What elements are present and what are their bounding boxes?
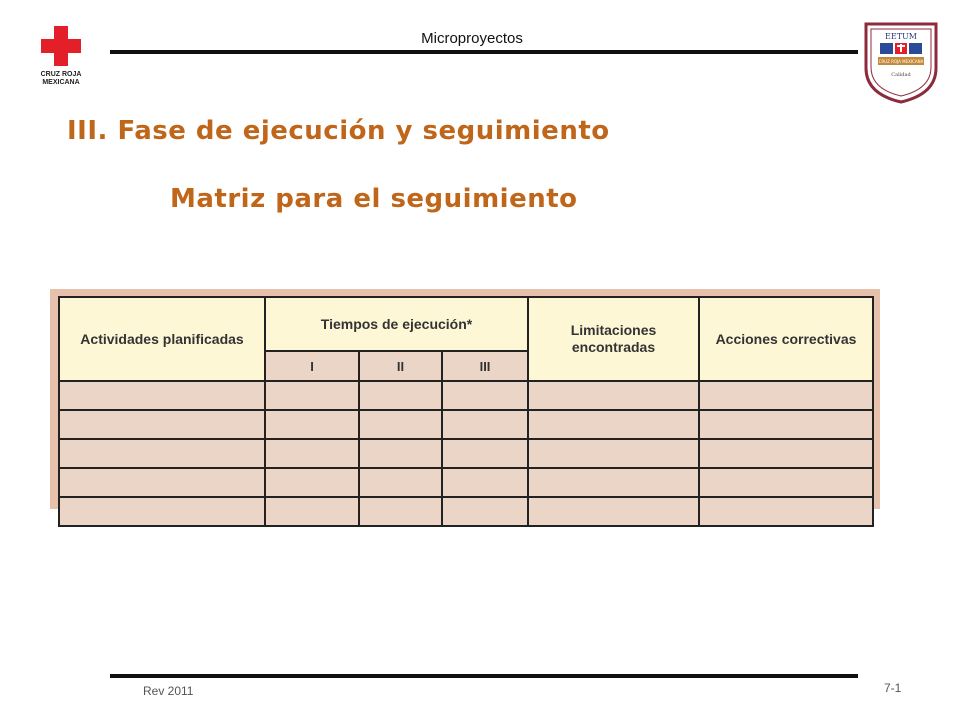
table-cell — [359, 410, 442, 439]
table-cell — [265, 497, 359, 526]
table-cell — [442, 439, 528, 468]
cruz-roja-logo — [32, 22, 96, 94]
table-cell — [699, 381, 873, 410]
table-cell — [528, 468, 699, 497]
table-cell — [442, 381, 528, 410]
table-cell — [265, 381, 359, 410]
revision-label: Rev 2011 — [143, 684, 194, 698]
table-cell — [528, 439, 699, 468]
column-header: Acciones correctivas — [699, 297, 873, 381]
table-cell — [359, 381, 442, 410]
column-header: Actividades planificadas — [59, 297, 265, 381]
period-header: I — [265, 351, 359, 381]
slide-subtitle: Matriz para el seguimiento — [170, 184, 578, 214]
table-cell — [265, 410, 359, 439]
cruz-roja-logo-text: CRUZ ROJA MEXICANA — [40, 71, 82, 86]
table-cell — [442, 410, 528, 439]
table-row — [59, 381, 873, 410]
table-row — [59, 410, 873, 439]
table-cell — [442, 468, 528, 497]
table-row — [59, 468, 873, 497]
table-cell — [59, 381, 265, 410]
tracking-matrix-table — [58, 296, 874, 527]
table-cell — [359, 497, 442, 526]
table-cell — [359, 439, 442, 468]
svg-text:Calidad: Calidad — [891, 72, 911, 78]
table-cell — [265, 468, 359, 497]
period-header: III — [442, 351, 528, 381]
table-cell — [59, 468, 265, 497]
column-header: Limitaciones encontradas — [528, 297, 699, 381]
table-row — [59, 439, 873, 468]
table-cell — [528, 497, 699, 526]
table-cell — [265, 439, 359, 468]
header-title: Microproyectos — [421, 30, 523, 47]
table-cell — [699, 410, 873, 439]
column-header: Tiempos de ejecución* — [265, 297, 528, 351]
table-cell — [699, 468, 873, 497]
header-rule — [110, 50, 858, 54]
table-cell — [528, 410, 699, 439]
period-header: II — [359, 351, 442, 381]
table-cell — [699, 439, 873, 468]
footer-rule — [110, 674, 858, 678]
svg-text:CRUZ ROJA MEXICANA: CRUZ ROJA MEXICANA — [878, 59, 924, 64]
table-cell — [59, 410, 265, 439]
table-header-row — [59, 297, 873, 351]
table-cell — [359, 468, 442, 497]
table-cell — [59, 439, 265, 468]
table-cell — [528, 381, 699, 410]
table-row — [59, 497, 873, 526]
school-crest-icon — [862, 18, 940, 104]
table-cell — [59, 497, 265, 526]
slide-title: III. Fase de ejecución y seguimiento — [67, 116, 610, 146]
table-cell — [699, 497, 873, 526]
page-number: 7-1 — [884, 681, 902, 695]
svg-text:EETUM: EETUM — [885, 32, 917, 41]
table-cell — [442, 497, 528, 526]
